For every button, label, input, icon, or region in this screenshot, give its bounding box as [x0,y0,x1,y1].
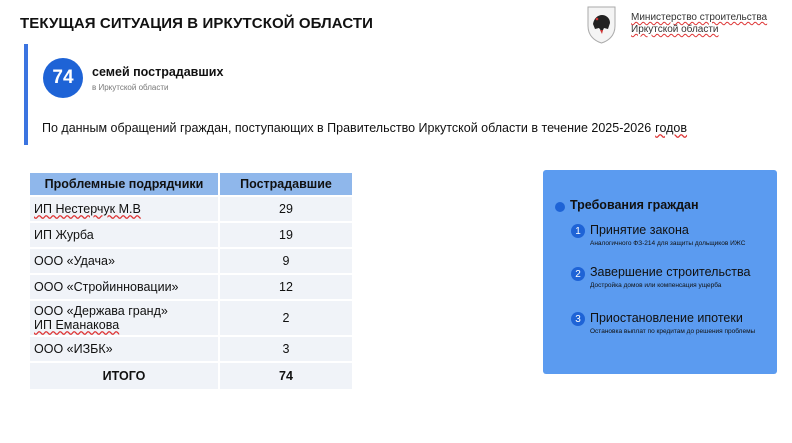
table-row [30,223,352,247]
summary-note-tail: годов [655,121,688,135]
summary-box [24,44,764,145]
summary-note [42,121,687,135]
table-row [30,197,352,221]
contractor-name: ИП Журба [30,223,218,247]
info-icon [555,202,565,212]
affected-value: 9 [220,249,352,273]
contractor-name: ИП Нестерчук М.В [30,197,218,221]
demands-title: Требования граждан [570,198,699,212]
total-label: ИТОГО [30,363,218,389]
ministry-name [631,12,767,36]
demand-title: Завершение строительства [590,265,751,279]
demand-title: Приостановление ипотеки [590,311,743,325]
affected-sublabel: в Иркутской области [92,83,169,92]
demand-description: Аналогичного ФЗ-214 для защиты дольщиков ИЖС [590,240,746,247]
demand-number: 3 [571,312,585,326]
contractor-name [30,301,218,335]
table-row [30,275,352,299]
contractor-name-line-2: ИП Еманакова [34,318,120,332]
table-row [30,301,352,335]
ministry-line-1: Министерство строительства [631,12,768,23]
contractor-name-line-1: ООО «Держава гранд» [34,304,168,318]
table-row [30,249,352,273]
demand-title: Принятие закона [590,223,689,237]
affected-value: 19 [220,223,352,247]
contractor-name: ООО «ИЗБК» [30,337,218,361]
demand-description: Достройка домов или компенсация ущерба [590,282,722,289]
page-title: ТЕКУЩАЯ СИТУАЦИЯ В ИРКУТСКОЙ ОБЛАСТИ [20,15,374,32]
ministry-line-2: Иркутской области [631,24,719,35]
affected-count-badge: 74 [43,58,83,98]
summary-note-text: По данным обращений граждан, поступающих в Правительство Иркутской области в течение 2025-2026 [42,121,652,135]
contractor-name: ООО «Стройинновации» [30,275,218,299]
contractor-name: ООО «Удача» [30,249,218,273]
affected-value: 12 [220,275,352,299]
total-value: 74 [220,363,352,389]
affected-value: 2 [220,301,352,335]
citizen-demands-panel [543,170,777,374]
table-header-contractors: Проблемные подрядчики [30,173,218,195]
contractors-table [28,171,354,391]
demand-item [571,311,771,336]
demand-number: 2 [571,267,585,281]
demand-item [571,265,771,290]
table-header-affected: Пострадавшие [220,173,352,195]
affected-label: семей пострадавших [92,65,224,79]
affected-value: 29 [220,197,352,221]
affected-value: 3 [220,337,352,361]
demand-number: 1 [571,224,585,238]
table-total-row [30,363,352,389]
demand-item [571,223,771,248]
coat-of-arms-icon [586,4,617,44]
table-row [30,337,352,361]
demand-description: Остановка выплат по кредитам до решения проблемы [590,328,756,335]
